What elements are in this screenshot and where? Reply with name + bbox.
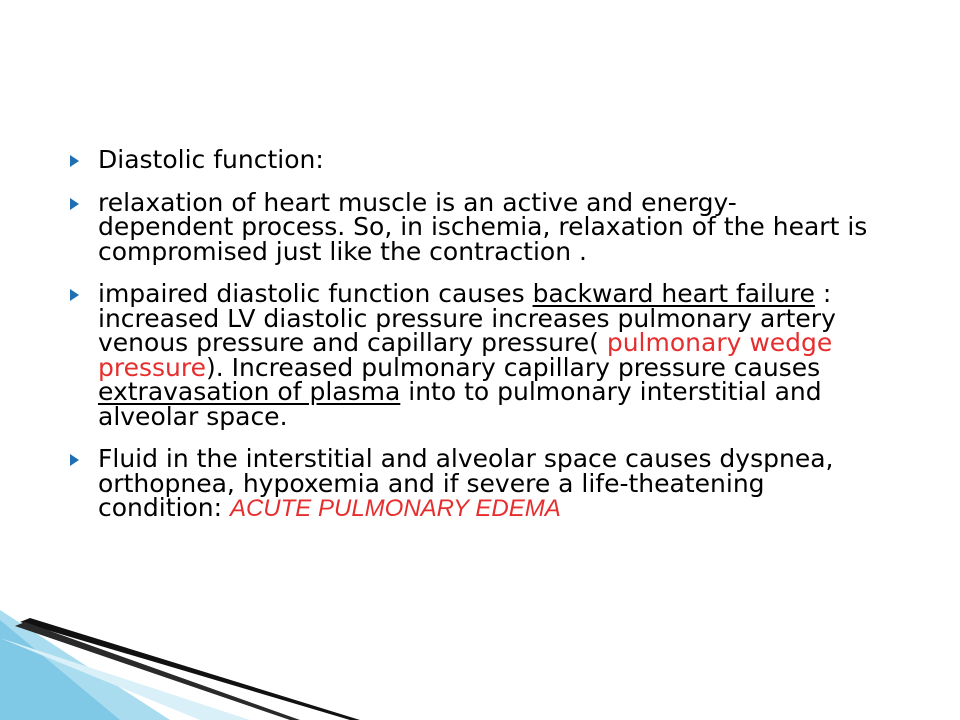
- bullet-fluid: [70, 444, 870, 522]
- bullet-text-part: impaired diastolic function causes: [98, 279, 533, 308]
- bullet-text: Diastolic function:: [98, 145, 324, 174]
- bullet-diastolic-function: [70, 145, 870, 174]
- bullet-arrow-icon: [70, 454, 79, 466]
- decorative-stripes: [0, 600, 400, 720]
- bullet-list: [70, 145, 870, 540]
- bullet-impaired-diastolic: [70, 279, 870, 431]
- underlined-term-extravasation: extravasation of plasma: [98, 377, 401, 406]
- bullet-text: relaxation of heart muscle is an active and energy-dependent process. So, in ischemia, relaxation of the heart is compromised just like the contraction .: [98, 187, 868, 266]
- bullet-arrow-icon: [70, 289, 79, 301]
- bullet-text-part: : increased LV diastolic pressure increases pulmonary artery venous pressure and capillary pressure(: [98, 279, 836, 357]
- underlined-term-backward-heart-failure: backward heart failure: [532, 279, 815, 308]
- emphasis-acute-pulmonary-edema: ACUTE PULMONARY EDEMA: [229, 495, 561, 522]
- bullet-relaxation: [70, 187, 870, 266]
- bullet-arrow-icon: [70, 155, 79, 167]
- bullet-arrow-icon: [70, 198, 79, 210]
- bullet-text-part: into to pulmonary interstitial and alveolar space.: [98, 377, 822, 431]
- bullet-text-part: Fluid in the interstitial and alveolar space causes dyspnea, orthopnea, hypoxemia and if severe a life-theatening condition:: [98, 444, 834, 522]
- bullet-text-part: ). Increased pulmonary capillary pressure causes: [205, 352, 821, 382]
- highlight-pulmonary-wedge-pressure: pulmonary wedge pressure: [98, 328, 833, 382]
